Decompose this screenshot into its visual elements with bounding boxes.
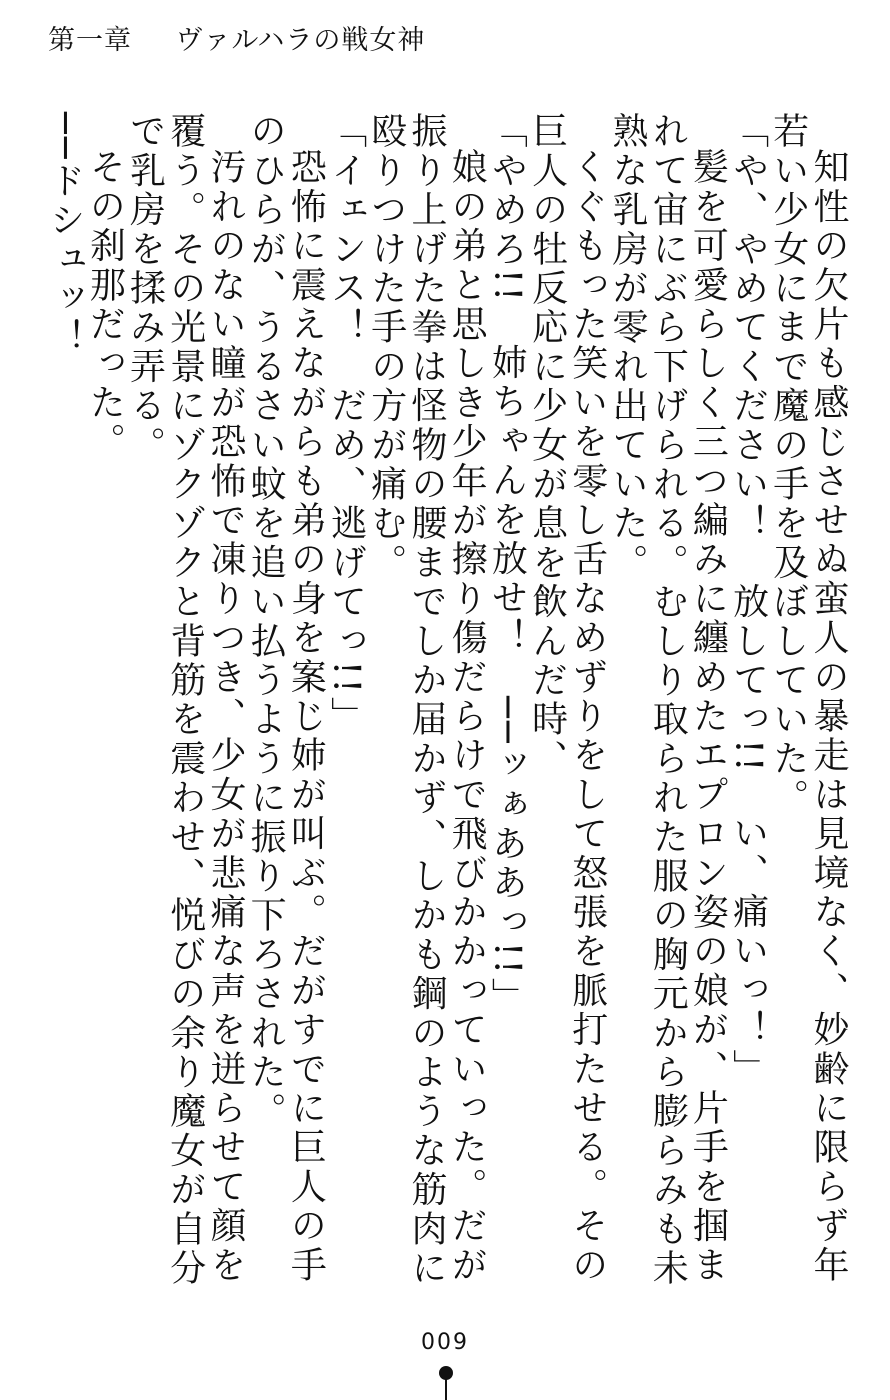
- paragraph: 知性の欠片も感じさせぬ蛮人の暴走は見境なく、妙齢に限らず年若い少女にまで魔の手を及ぼしていた。: [767, 112, 849, 1285]
- page-number: 009: [421, 1330, 469, 1355]
- chapter-label: 第一章: [48, 25, 132, 56]
- paragraph: 汚れのない瞳が恐怖で凍りつき、少女が悲痛な声を迸らせて顔を覆う。その光景にゾクゾクと背筋を震わせ、悦びの余り魔女が自分で乳房を揉み弄る。: [124, 112, 246, 1288]
- paragraph: 恐怖に震えながらも弟の身を案じ姉が叫ぶ。だがすでに巨人の手のひらが、うるさい蚊を追い払うように振り下ろされた。: [245, 112, 327, 1285]
- paragraph: その刹那だった。: [84, 148, 126, 462]
- body-text-area: [44, 112, 849, 1312]
- paragraph: 「イェンス！ だめ、逃げてっ!!」: [325, 112, 367, 736]
- paragraph: くぐもった笑いを零し舌なめずりをして怒張を脈打たせる。その巨人の牡反応に少女が息を飲んだ時、: [526, 112, 608, 1285]
- paragraph: 「や、やめてください！ 放してっ!! い、痛いっ！」: [727, 112, 769, 1089]
- paragraph: 「やめろ!! 姉ちゃんを放せ！ ──ッぁああっ!!」: [486, 112, 528, 1017]
- running-header: [48, 18, 425, 57]
- page-marker-stem: [445, 1378, 447, 1400]
- chapter-title: ヴァルハラの戦女神: [175, 25, 426, 56]
- vertical-body-text: [44, 112, 849, 1312]
- paragraph: 娘の弟と思しき少年が擦り傷だらけで飛びかかっていった。だが振り上げた拳は怪物の腰までしか届かず、しかも鋼のような筋肉に殴りつけた手の方が痛む。: [365, 112, 488, 1288]
- paragraph: 髪を可愛らしく三つ編みに纏めたエプロン姿の娘が、片手を掴まれて宙にぶら下げられる。むしり取られた服の胸元から膨らみも未熟な乳房が零れ出ていた。: [606, 112, 729, 1288]
- paragraph: ──ドシュッ！: [44, 112, 86, 358]
